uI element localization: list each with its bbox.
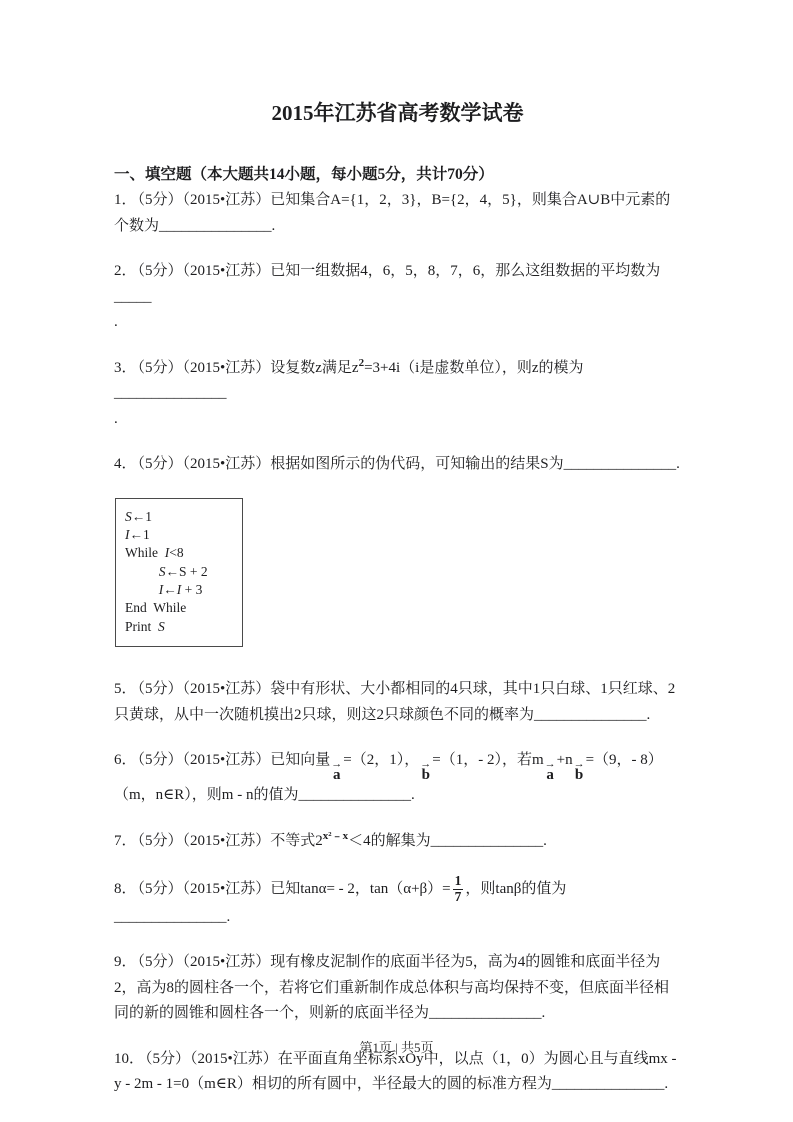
question-number: 2． (114, 263, 137, 279)
text-run: ，则tanβ的值为 (465, 880, 567, 897)
question-number: 1． (114, 192, 137, 208)
vector-letter: b (421, 767, 430, 784)
fraction-numerator: 1 (454, 873, 462, 889)
text-run: （5分）（2015•江苏）已知tanα= - 2，tan（α+β）= (137, 880, 451, 897)
text-run: Print (125, 618, 159, 634)
text-run: . (664, 1076, 669, 1093)
vector-notation (573, 758, 585, 784)
blank-line: _______________ (430, 832, 544, 849)
text-run: （5分）（2015•江苏）已知集合A={1，2，3}，B={2，4，5}，则集合A∪B中元素的个数为 (114, 192, 671, 234)
text-run: =（9，- 8）（m，n∈R），则m - n的值为 (114, 752, 663, 804)
superscript: x²﹣x (322, 829, 349, 842)
text-run: . (271, 217, 276, 234)
text-run: ←1 (131, 508, 152, 524)
text-run: ＜4的解集为 (348, 832, 431, 849)
question-item (114, 748, 681, 809)
vector-arrow-icon: → (420, 758, 432, 771)
blank-line: _____ (114, 288, 152, 305)
italic-variable: I (125, 526, 130, 542)
question-number: 6． (114, 752, 137, 769)
fraction (453, 874, 464, 905)
question-number: 9． (114, 954, 137, 971)
question-item (114, 452, 681, 478)
text-run: While (125, 545, 165, 561)
question-item (114, 677, 681, 728)
blank-line: _______________ (298, 787, 411, 804)
text-run: （5分）（2015•江苏）已知一组数据4，6，5，8，7，6，那么这组数据的平均数为 (137, 263, 661, 279)
text-run: +n (556, 752, 573, 769)
text-run: =3+4i（i是虚数单位），则z的模为 (364, 359, 584, 376)
question-item (114, 259, 681, 336)
pseudocode-line (125, 508, 238, 526)
vector-arrow-icon: → (544, 758, 556, 771)
text-run: （5分）（2015•江苏）已知向量 (137, 752, 331, 769)
fraction-denominator: 7 (454, 888, 462, 904)
question-item (114, 950, 681, 1027)
page-footer: 第1页 | 共5页 (359, 1040, 434, 1055)
pseudocode-line (125, 526, 238, 544)
question-number: 10． (114, 1050, 145, 1067)
text-run: . (541, 1005, 546, 1022)
text-run: End While (125, 600, 187, 616)
text-run: （5分）（2015•江苏）不等式2 (137, 832, 323, 849)
vector-notation (331, 758, 343, 784)
blank-line: _______________ (159, 217, 272, 234)
blank-line: _______________ (534, 706, 647, 723)
text-run: . (646, 706, 651, 723)
question-number: 3． (114, 359, 137, 376)
question-item (114, 356, 681, 433)
blank-line: _______________ (429, 1005, 542, 1022)
question-number: 7． (114, 832, 137, 849)
vector-arrow-icon: → (331, 758, 343, 771)
text-run: （5分）（2015•江苏）设复数z满足z (137, 359, 359, 376)
page-title: 2015年江苏省高考数学试卷 (271, 101, 524, 125)
text-run: . (114, 410, 118, 427)
italic-variable: S (158, 618, 165, 634)
blank-line: _______________ (551, 1076, 665, 1093)
italic-variable: S (125, 508, 132, 524)
italic-variable: S (158, 563, 166, 579)
question-list (114, 188, 681, 1098)
vector-letter: a (546, 767, 554, 784)
vector-letter: a (333, 767, 341, 784)
text-run: ←S + 2 (165, 563, 208, 579)
text-run: =（2，1）， (343, 752, 420, 769)
pseudocode-box (115, 498, 243, 648)
pseudocode-line (125, 581, 238, 599)
blank-line: _______________ (114, 908, 227, 925)
text-run: . (410, 787, 415, 804)
text-run: ←1 (129, 526, 150, 542)
text-run: . (676, 456, 680, 472)
text-run: . (543, 832, 547, 849)
pseudocode-line (125, 599, 238, 617)
pseudocode-line (125, 544, 238, 562)
italic-variable: I (176, 581, 182, 597)
vector-letter: b (574, 767, 584, 784)
text-run: . (114, 314, 118, 330)
text-run: （5分）（2015•江苏）袋中有形状、大小都相同的4只球，其中1只白球、1只红球、2只黄球，从中一次随机摸出2只球，则这2只球颜色不同的概率为 (114, 681, 676, 723)
italic-variable: I (164, 545, 170, 561)
text-run: =（1，- 2），若m (432, 752, 544, 769)
text-run (125, 564, 159, 579)
italic-variable: I (158, 581, 164, 597)
vector-notation (420, 758, 432, 784)
question-number: 8． (114, 880, 137, 897)
text-run: ← (163, 581, 177, 597)
blank-line: _______________ (563, 456, 677, 472)
pseudocode-line (125, 563, 238, 581)
blank-line: _______________ (114, 385, 227, 401)
question-number: 5． (114, 681, 137, 698)
superscript: 2 (358, 356, 365, 369)
vector-arrow-icon: → (573, 758, 585, 771)
text-run: （5分）（2015•江苏）根据如图所示的伪代码，可知输出的结果S为 (137, 456, 564, 472)
question-number: 4． (114, 456, 137, 472)
section-heading: 一、填空题（本大题共14小题，每小题5分，共计70分） (114, 166, 494, 183)
text-run: + 3 (181, 581, 203, 597)
question-item (114, 188, 681, 239)
vector-notation (544, 758, 556, 784)
pseudocode-line (125, 618, 238, 636)
text-run (125, 582, 159, 597)
question-item (114, 874, 681, 930)
question-item (114, 829, 681, 855)
text-run: （5分）（2015•江苏）在平面直角坐标系xOy中，以点（1，0）为圆心且与直线mx - y - 2m - 1=0（m∈R）相切的所有圆中，半径最大的圆的标准方程为 (114, 1050, 677, 1093)
text-run: . (226, 908, 231, 925)
text-run: <8 (169, 545, 184, 561)
text-run: （5分）（2015•江苏）现有橡皮泥制作的底面半径为5，高为4的圆锥和底面半径为2，高为8的圆柱各一个，若将它们重新制作成总体积与高均保持不变，但底面半径相同的新的圆锥和圆柱各一个，则新的底面半径为 (114, 954, 670, 1022)
